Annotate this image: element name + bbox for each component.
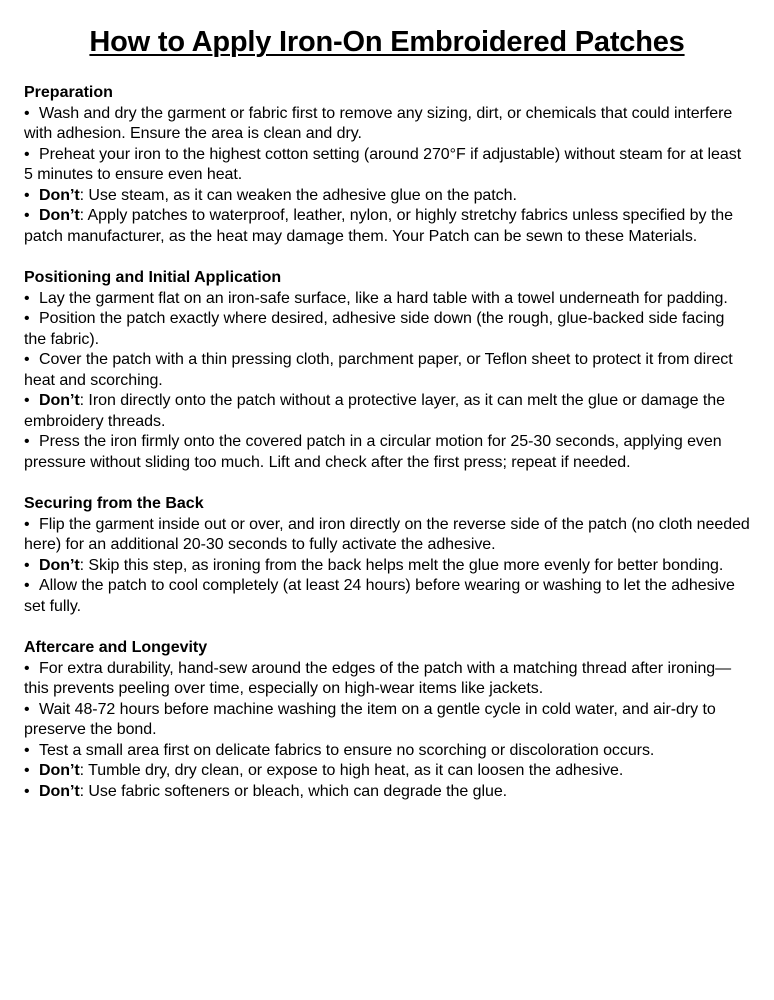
item-text: : Tumble dry, dry clean, or expose to high heat, as it can loosen the adhesive. — [79, 762, 624, 779]
list-item — [24, 432, 750, 473]
list-item — [24, 741, 750, 762]
item-lead: Don’t — [39, 392, 80, 409]
item-text: Test a small area first on delicate fabrics to ensure no scorching or discoloration occurs. — [39, 741, 655, 759]
item-text: : Skip this step, as ironing from the back helps melt the glue more evenly for better bonding. — [79, 556, 724, 574]
list-item — [24, 761, 750, 782]
bullet-icon: • — [24, 762, 30, 779]
item-lead: Don’t — [39, 556, 80, 574]
page-title: How to Apply Iron-On Embroidered Patches — [89, 26, 685, 58]
bullet-icon: • — [24, 659, 30, 677]
bullet-icon: • — [24, 186, 30, 204]
bullet-icon: • — [24, 145, 30, 163]
section-securing — [24, 494, 750, 617]
bullet-icon: • — [24, 577, 30, 594]
item-text: Cover the patch with a thin pressing cloth, parchment paper, or Teflon sheet to protect it from direct heat and scorching. — [24, 351, 733, 389]
bullet-icon: • — [24, 700, 30, 718]
list-item — [24, 700, 750, 741]
section-positioning — [24, 268, 750, 473]
bullet-icon: • — [24, 392, 30, 409]
item-text: Wash and dry the garment or fabric first to remove any sizing, dirt, or chemicals that could interfere with adhesion. Ensure the area is clean and dry. — [24, 104, 733, 142]
item-lead: Don’t — [39, 782, 80, 800]
bullet-icon: • — [24, 104, 30, 122]
bullet-icon: • — [24, 556, 30, 574]
section-heading: Securing from the Back — [24, 495, 204, 512]
section-heading: Aftercare and Longevity — [24, 639, 208, 656]
section-preparation — [24, 83, 750, 247]
list-item — [24, 576, 750, 617]
item-text: Position the patch exactly where desired, adhesive side down (the rough, glue-backed side facing the fabric). — [24, 310, 725, 348]
item-text: Allow the patch to cool completely (at least 24 hours) before wearing or washing to let the adhesive set fully. — [24, 577, 735, 615]
section-heading: Positioning and Initial Application — [24, 269, 282, 286]
bullet-icon: • — [24, 741, 30, 759]
bullet-icon: • — [24, 351, 30, 368]
list-item — [24, 659, 750, 700]
list-item — [24, 186, 750, 207]
list-item — [24, 782, 750, 803]
item-text: Press the iron firmly onto the covered patch in a circular motion for 25-30 seconds, applying even pressure without sliding too much. Lift and check after the first press; repeat if needed. — [24, 433, 722, 471]
bullet-icon: • — [24, 207, 30, 224]
bullet-icon: • — [24, 515, 30, 533]
item-text: : Iron directly onto the patch without a protective layer, as it can melt the glue or damage the embroidery threads. — [24, 392, 725, 430]
item-text: Preheat your iron to the highest cotton setting (around 270°F if adjustable) without steam for at least 5 minutes to ensure even heat. — [24, 145, 742, 183]
list-item — [24, 309, 750, 350]
item-text: Wait 48-72 hours before machine washing the item on a gentle cycle in cold water, and air-dry to preserve the bond. — [24, 700, 716, 738]
item-lead: Don’t — [39, 762, 80, 779]
section-heading: Preparation — [24, 84, 113, 101]
bullet-icon: • — [24, 782, 30, 800]
item-lead: Don’t — [39, 186, 80, 204]
list-item — [24, 391, 750, 432]
bullet-icon: • — [24, 289, 30, 307]
list-item — [24, 145, 750, 186]
list-item — [24, 289, 750, 310]
item-text: : Apply patches to waterproof, leather, nylon, or highly stretchy fabrics unless specified by the patch manufacturer, as the heat may damage them. Your Patch can be sewn to these Materials. — [24, 207, 733, 245]
item-text: : Use fabric softeners or bleach, which can degrade the glue. — [79, 782, 508, 800]
item-lead: Don’t — [39, 207, 80, 224]
list-item — [24, 350, 750, 391]
list-item — [24, 104, 750, 145]
section-aftercare — [24, 638, 750, 802]
item-text: Flip the garment inside out or over, and iron directly on the reverse side of the patch (no cloth needed here) for an additional 20-30 seconds to fully activate the adhesive. — [24, 515, 750, 553]
item-text: : Use steam, as it can weaken the adhesive glue on the patch. — [79, 186, 517, 204]
item-text: For extra durability, hand-sew around the edges of the patch with a matching thread after ironing—this prevents peeling over time, especially on high-wear items like jackets. — [24, 659, 732, 697]
list-item — [24, 556, 750, 577]
list-item — [24, 206, 750, 247]
item-text: Lay the garment flat on an iron-safe surface, like a hard table with a towel underneath for padding. — [39, 289, 728, 307]
bullet-icon: • — [24, 433, 30, 450]
bullet-icon: • — [24, 310, 30, 327]
list-item — [24, 515, 750, 556]
